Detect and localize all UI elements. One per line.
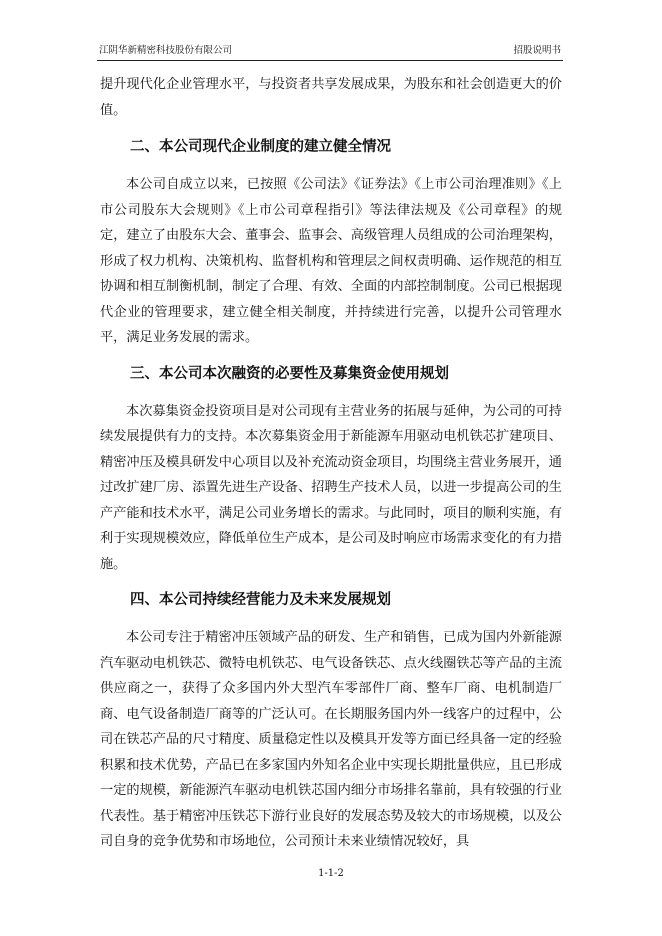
section-2-heading: 二、本公司现代企业制度的建立健全情况 <box>130 139 391 155</box>
section-4-heading: 四、本公司持续经营能力及未来发展规划 <box>130 592 391 608</box>
header-company-name: 江阴华新精密科技股份有限公司 <box>99 45 233 56</box>
page-number: 1-1-2 <box>318 868 344 879</box>
section-2-paragraph: 本公司自成立以来，已按照《公司法》《证券法》《上市公司治理准则》《上市公司股东大会规则》《上市公司章程指引》等法律法规及《公司章程》的规定，建立了由股东大会、董事会、监事会、高级管理人员组成的公司治理架构，形成了权力机构、决策机构、监督机构和管理层之间权责明确、运作规范的相互协调和相互制衡机制，制定了合理、有效、全面的内部控制制度。公司已根据现代企业的管理要求，建立健全相关制度，并持续进行完善，以提升公司管理水平，满足业务发展的需求。 <box>100 177 562 345</box>
page-header <box>97 42 563 61</box>
section-4-paragraph: 本公司专注于精密冲压领域产品的研发、生产和销售，已成为国内外新能源汽车驱动电机铁芯、微特电机铁芯、电气设备铁芯、点火线圈铁芯等产品的主流供应商之一，获得了众多国内外大型汽车零部件厂商、整车厂商、电机制造厂商、电气设备制造厂商等的广泛认可。在长期服务国内外一线客户的过程中，公司在铁芯产品的尺寸精度、质量稳定性以及模具开发等方面已经具备一定的经验积累和技术优势，产品已在多家国内外知名企业中实现长期批量供应，且已形成一定的规模，新能源汽车驱动电机铁芯国内细分市场排名靠前，具有较强的行业代表性。基于精密冲压铁芯下游行业良好的发展态势及较大的市场规模，以及公司自身的竞争优势和市场地位，公司预计未来业绩情况较好，具 <box>100 630 562 849</box>
header-document-type: 招股说明书 <box>513 45 561 56</box>
intro-paragraph: 提升现代化企业管理水平，与投资者共享发展成果，为股东和社会创造更大的价值。 <box>100 77 562 118</box>
section-3-paragraph: 本次募集资金投资项目是对公司现有主营业务的拓展与延伸，为公司的可持续发展提供有力的支持。本次募集资金用于新能源车用驱动电机铁芯扩建项目、精密冲压及模具研发中心项目以及补充流动资金项目，均围绕主营业务展开，通过改扩建厂房、添置先进生产设备、招聘生产技术人员，以进一步提高公司的生产产能和技术水平，满足公司业务增长的需求。与此同时，项目的顺利实施，有利于实现规模效应，降低单位生产成本，是公司及时响应市场需求变化的有力措施。 <box>100 403 562 572</box>
section-3-heading: 三、本公司本次融资的必要性及募集资金使用规划 <box>130 365 449 382</box>
document-body <box>100 72 562 855</box>
